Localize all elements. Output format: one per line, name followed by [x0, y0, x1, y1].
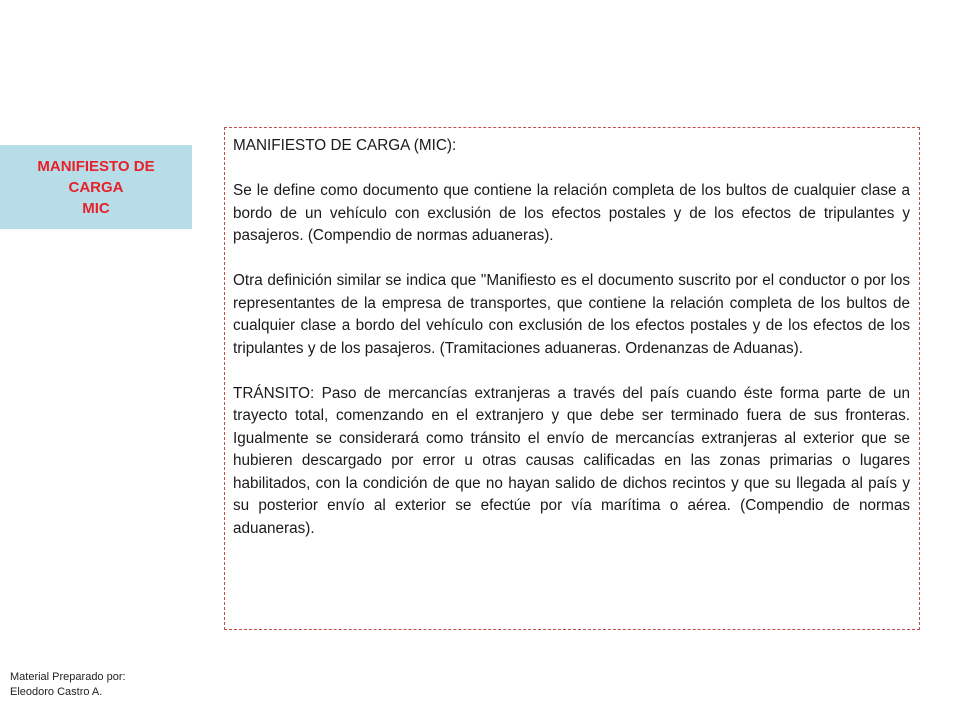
author-credit [10, 670, 126, 700]
section-title-line-2: CARGA [68, 178, 124, 196]
section-title-label [0, 145, 192, 229]
author-credit-line-1: Material Preparado por: [10, 671, 126, 683]
transit-paragraph: TRÁNSITO: Paso de mercancías extranjeras a través del país cuando éste forma parte de un trayecto total, comenzando en el extranjero y que debe ser terminado fuera de sus fronteras. Igualmente se considerará como tránsito el envío de mercancías extranjeras al exterior que se hubieren descargado por error u otras causas calificadas en las zonas primarias o lugares habilitados, con la condición de que no hayan salido de dichos recintos y que su llegada al país y su posterior envío al exterior se efectúe por vía marítima o aérea. (Compendio de normas aduaneras). [233, 384, 910, 537]
content-text-box [224, 127, 920, 630]
definition-paragraph-1: Se le define como documento que contiene la relación completa de los bultos de cualquier clase a bordo de un vehículo con exclusión de los efectos postales y de los efectos de tripulantes y pasajeros. (Compendio de normas aduaneras). [233, 182, 910, 244]
author-credit-line-2: Eleodoro Castro A. [10, 686, 103, 698]
content-heading: MANIFIESTO DE CARGA (MIC): [233, 137, 457, 154]
definition-paragraph-2: Otra definición similar se indica que "Manifiesto es el documento suscrito por el conductor o por los representantes de la empresa de transportes, que contiene la relación completa de los bultos de cualquier clase a bordo del vehículo con exclusión de los efectos postales y de los efectos de los tripulantes y de los pasajeros. (Tramitaciones aduaneras. Ordenanzas de Aduanas). [233, 272, 910, 357]
section-title-line-3: MIC [82, 199, 110, 217]
section-title-line-1: MANIFIESTO DE [37, 157, 155, 175]
